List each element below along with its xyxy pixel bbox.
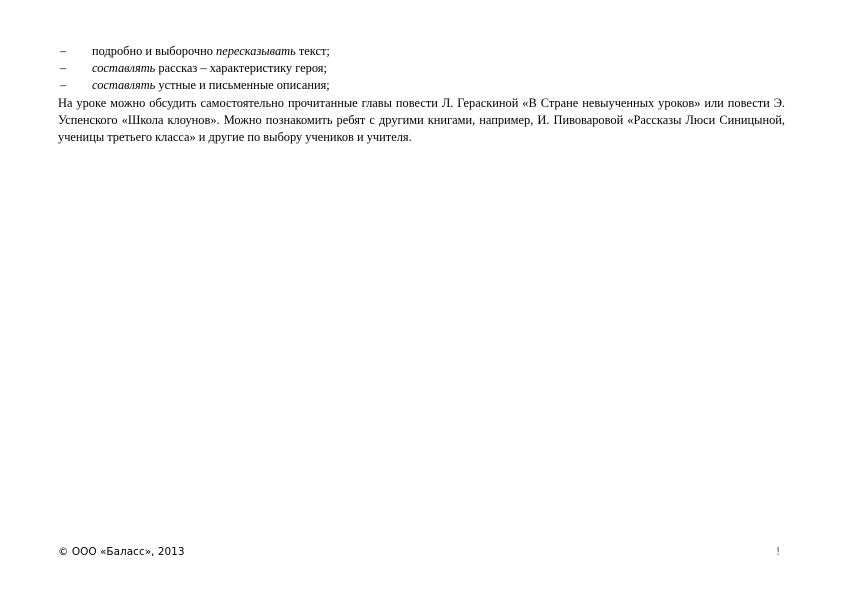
bullet-item-retell [58, 43, 785, 60]
bullet-text-after: текст; [295, 44, 330, 58]
bullet-emphasis: составлять [92, 61, 156, 76]
bullet-item-descriptions [58, 77, 785, 94]
page-content [58, 43, 785, 146]
bullet-dash: – [60, 61, 67, 76]
bullet-text [92, 77, 785, 94]
bullet-dash: – [60, 44, 67, 58]
bullet-text-before: подробно и выборочно [92, 44, 217, 58]
bullet-item-hero-story [58, 60, 785, 77]
body-paragraph: На уроке можно обсудить самостоятельно прочитанные главы повести Л. Гераскиной «В Стране невыученных уроков» или повести Э. Успенского «Школа клоунов». Можно познакомить ребят с другими книгами, например, И. Пивоваровой «Рассказы Люси Синицыной, ученицы третьего класса» и другие по выбору учеников и учителя. [58, 95, 785, 145]
bullet-text [92, 60, 785, 77]
bullet-emphasis: составлять [92, 78, 156, 93]
bullet-text-after: устные и письменные описания; [155, 78, 330, 93]
bullet-text-after: рассказ – характеристику героя; [155, 61, 327, 76]
bullet-text [92, 43, 785, 60]
footer-copyright: © ООО «Баласс», 2013 [58, 546, 185, 558]
bullet-dash: – [60, 78, 67, 93]
page-number: ! [776, 546, 781, 558]
bullet-emphasis: пересказывать [216, 44, 296, 58]
